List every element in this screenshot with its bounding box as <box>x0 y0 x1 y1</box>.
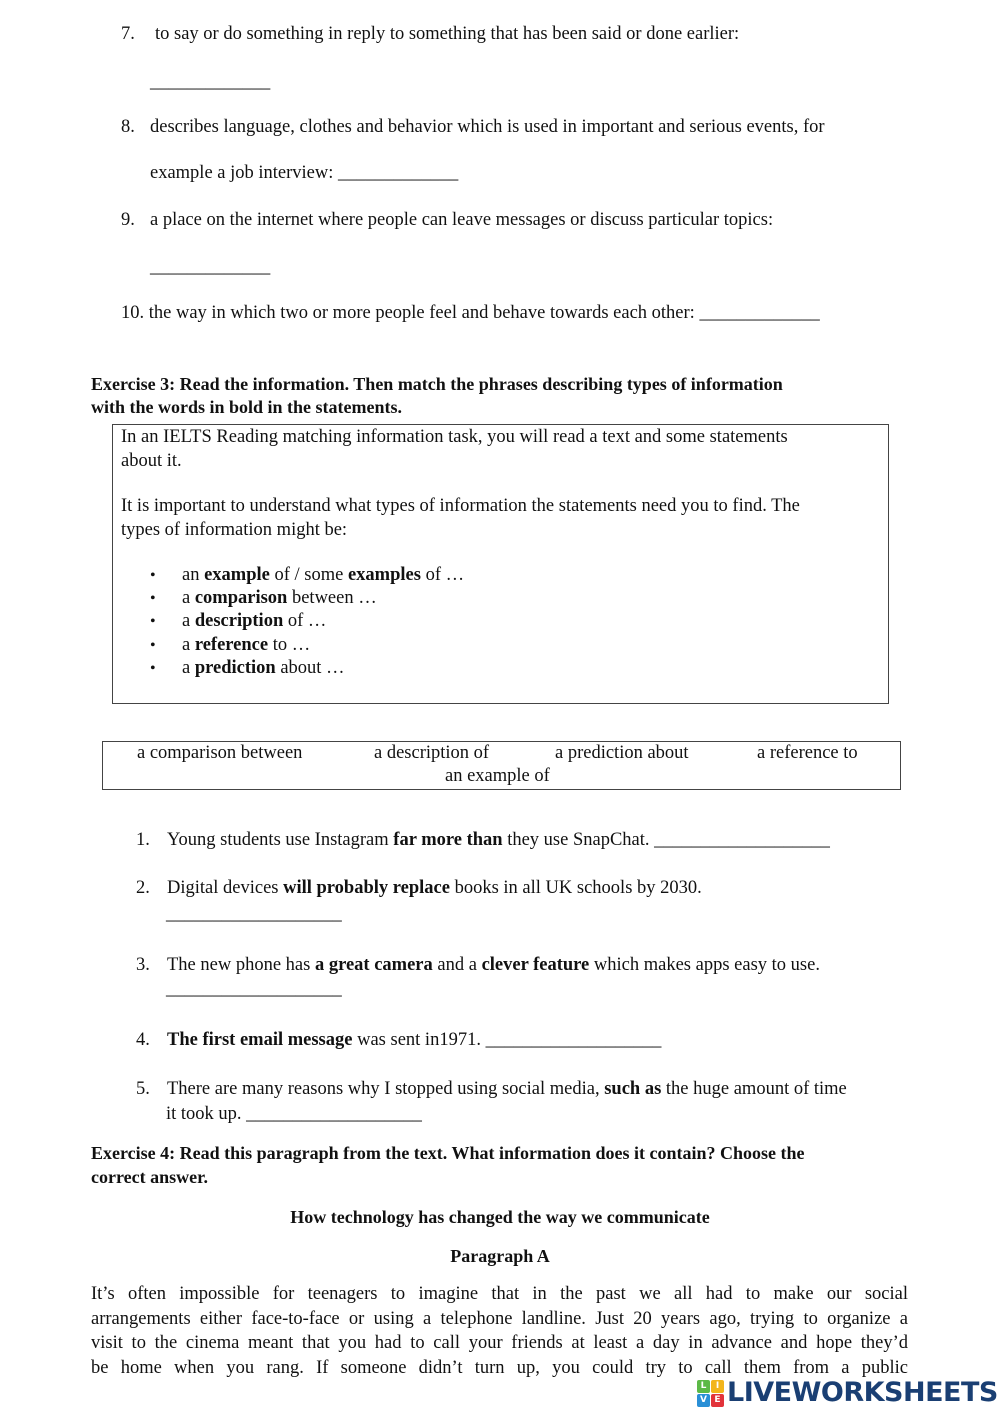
word-bank-option: a comparison between <box>137 743 303 763</box>
statement-5-line2: it took up. ___________________ <box>166 1104 422 1124</box>
statement-4: 4. The first email message was sent in1971. ___________________ <box>136 1030 662 1050</box>
paragraph-label: Paragraph A <box>450 1246 550 1266</box>
answer-blank-10[interactable]: _____________ <box>699 303 820 323</box>
statement-2: 2. Digital devices will probably replace books in all UK schools by 2030. <box>136 878 702 898</box>
statement-1: 1. Young students use Instagram far more than they use SnapChat. ___________________ <box>136 830 830 850</box>
logo-text: LIVEWORKSHEETS <box>727 1377 998 1408</box>
item-8-line2: example a job interview: _____________ <box>150 163 459 183</box>
item-text: the way in which two or more people feel and behave towards each other: <box>148 303 695 323</box>
statement-3: 3. The new phone has a great camera and a clever feature which makes apps easy to use. <box>136 955 820 975</box>
live-logo-icon: L I V E <box>697 1380 724 1407</box>
item-8 <box>121 117 825 138</box>
bullet-item: • a description of … <box>113 610 464 633</box>
item-9 <box>121 210 773 231</box>
answer-blank-s3[interactable]: ___________________ <box>166 979 342 999</box>
item-7 <box>121 24 739 45</box>
answer-blank-s1[interactable]: ___________________ <box>654 830 830 850</box>
word-bank-option: a description of <box>374 743 490 763</box>
statement-5: 5. There are many reasons why I stopped using social media, such as the huge amount of time <box>136 1079 847 1099</box>
word-bank-option: a reference to <box>757 743 858 763</box>
item-number: 7. <box>121 24 135 44</box>
bullet-item: • a comparison between … <box>113 587 464 610</box>
answer-blank-s2[interactable]: ___________________ <box>166 904 342 924</box>
item-text: describes language, clothes and behavior which is used in important and serious events, for <box>150 117 825 137</box>
exercise4-heading: Exercise 4: Read this paragraph from the text. What information does it contain? Choose the correct answer. <box>91 1143 805 1187</box>
answer-blank-7[interactable]: _____________ <box>150 72 271 92</box>
answer-blank-s4[interactable]: ___________________ <box>485 1030 662 1050</box>
item-number: 8. <box>121 117 135 137</box>
answer-blank-s5[interactable]: ___________________ <box>246 1104 422 1124</box>
article-title: How technology has changed the way we communicate <box>290 1207 710 1227</box>
info-types-list <box>113 564 464 680</box>
bullet-item: • a prediction about … <box>113 657 464 680</box>
word-bank <box>102 741 901 790</box>
paragraph-a-text: It’s often impossible for teenagers to imagine that in the past we all had to make our social arrangements either face-to-face or using a telephone landline. Just 20 years ago, trying to organize a visit to the cinema meant that you had to call your friends at least a day in advance and hope they’d be home when you rang. If someone didn’t turn up, you could try to call them from a public <box>91 1284 908 1378</box>
info-box: In an IELTS Reading matching information task, you will read a text and some statements about it. It is important to understand what types of information the statements need you to find. The types of information might be: • an example of / some examples of … • a comparison between … • a description of … • a reference to … • a prediction about … <box>112 424 889 704</box>
exercise3-heading: Exercise 3: Read the information. Then match the phrases describing types of information with the words in bold in the statements. <box>91 374 783 417</box>
item-number: 9. <box>121 210 135 230</box>
bullet-item: • an example of / some examples of … <box>113 564 464 587</box>
word-bank-option: an example of <box>445 766 550 786</box>
word-bank-option: a prediction about <box>555 743 689 763</box>
answer-blank-8[interactable]: _____________ <box>338 163 459 183</box>
item-text: to say or do something in reply to something that has been said or done earlier: <box>155 24 740 44</box>
answer-blank-9[interactable]: _____________ <box>150 257 271 277</box>
item-text: a place on the internet where people can leave messages or discuss particular topics: <box>150 210 774 230</box>
item-10 <box>121 303 820 324</box>
liveworksheets-logo <box>697 1379 998 1407</box>
bullet-item: • a reference to … <box>113 634 464 657</box>
item-number: 10. <box>121 303 145 323</box>
